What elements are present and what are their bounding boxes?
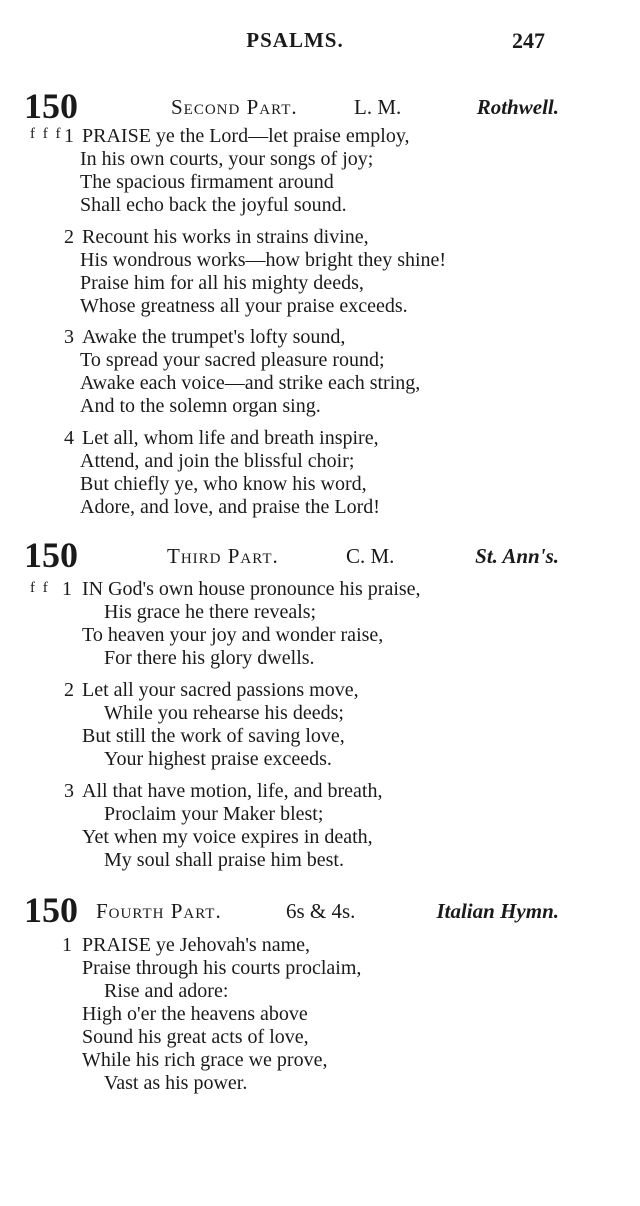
verse-line: Rise and adore: [104, 980, 229, 1002]
verse-line: To spread your sacred pleasure round; [80, 349, 385, 371]
verse-line: Awake each voice—and strike each string, [80, 372, 421, 394]
verse-number: 1 [62, 934, 72, 956]
hymn-part: Fourth Part. [96, 899, 222, 923]
hymn-heading-second-part [24, 84, 559, 124]
verse-line: In his own courts, your songs of joy; [80, 148, 374, 170]
verse-line: IN God's own house pronounce his praise, [82, 578, 421, 600]
verse-line: But still the work of saving love, [82, 725, 345, 747]
verse-line: The spacious firmament around [80, 171, 334, 193]
verse-line: Attend, and join the blissful choir; [80, 450, 355, 472]
verse-number: 2 [64, 226, 74, 248]
hymn-meter: 6s & 4s. [286, 899, 356, 923]
hymn-number: 150 [24, 86, 78, 126]
verse-line: To heaven your joy and wonder raise, [82, 624, 384, 646]
verse-line: His wondrous works—how bright they shine! [80, 249, 447, 271]
verse-line: Vast as his power. [104, 1072, 248, 1094]
hymn-tune: St. Ann's. [475, 544, 559, 568]
verse-line: And to the solemn organ sing. [80, 395, 321, 417]
verse-line: Adore, and love, and praise the Lord! [80, 496, 380, 518]
verse-line: Recount his works in strains divine, [82, 226, 369, 248]
verse-number: 1 [64, 125, 74, 147]
hymn-part: Second Part. [171, 95, 298, 119]
verse-line: Proclaim your Maker blest; [104, 803, 324, 825]
hymn-number: 150 [24, 535, 78, 575]
verse-line: While his rich grace we prove, [82, 1049, 328, 1071]
verse-line: PRAISE ye the Lord—let praise employ, [82, 125, 410, 147]
verse-line: For there his glory dwells. [104, 647, 315, 669]
verse-line: All that have motion, life, and breath, [82, 780, 383, 802]
verse-line: Your highest praise exceeds. [104, 748, 332, 770]
verse-line: My soul shall praise him best. [104, 849, 344, 871]
hymn-tune: Rothwell. [476, 95, 559, 119]
verse-line: PRAISE ye Jehovah's name, [82, 934, 311, 956]
verse-line: Yet when my voice expires in death, [82, 826, 373, 848]
verse-line: Whose greatness all your praise exceeds. [80, 295, 408, 317]
hymn-number: 150 [24, 890, 78, 930]
verse-line: While you rehearse his deeds; [104, 702, 344, 724]
page-number: 247 [512, 28, 545, 53]
verse-line: Sound his great acts of love, [82, 1026, 309, 1048]
dynamic-marks: f f f [30, 126, 63, 142]
hymn-heading-fourth-part [24, 888, 559, 928]
hymn-meter: L. M. [354, 95, 402, 119]
page-header-title: PSALMS. [246, 28, 344, 52]
verse-line: But chiefly ye, who know his word, [80, 473, 367, 495]
verse-number: 3 [64, 780, 74, 802]
verse-line: Let all, whom life and breath inspire, [82, 427, 379, 449]
verse-number: 2 [64, 679, 74, 701]
verse-line: Praise him for all his mighty deeds, [80, 272, 364, 294]
hymn-part: Third Part. [167, 544, 279, 568]
hymn-heading-third-part [24, 533, 559, 573]
verse-line: His grace he there reveals; [104, 601, 317, 623]
verse-line: High o'er the heavens above [82, 1003, 308, 1025]
hymn-tune: Italian Hymn. [436, 899, 559, 923]
verse-line: Awake the trumpet's lofty sound, [82, 326, 346, 348]
dynamic-marks: f f [30, 580, 50, 596]
verse-line: Praise through his courts proclaim, [82, 957, 362, 979]
verse-number: 3 [64, 326, 74, 348]
verse-number: 1 [62, 578, 72, 600]
verse-line: Shall echo back the joyful sound. [80, 194, 347, 216]
verse-line: Let all your sacred passions move, [82, 679, 359, 701]
verse-number: 4 [64, 427, 74, 449]
hymn-meter: C. M. [346, 544, 395, 568]
